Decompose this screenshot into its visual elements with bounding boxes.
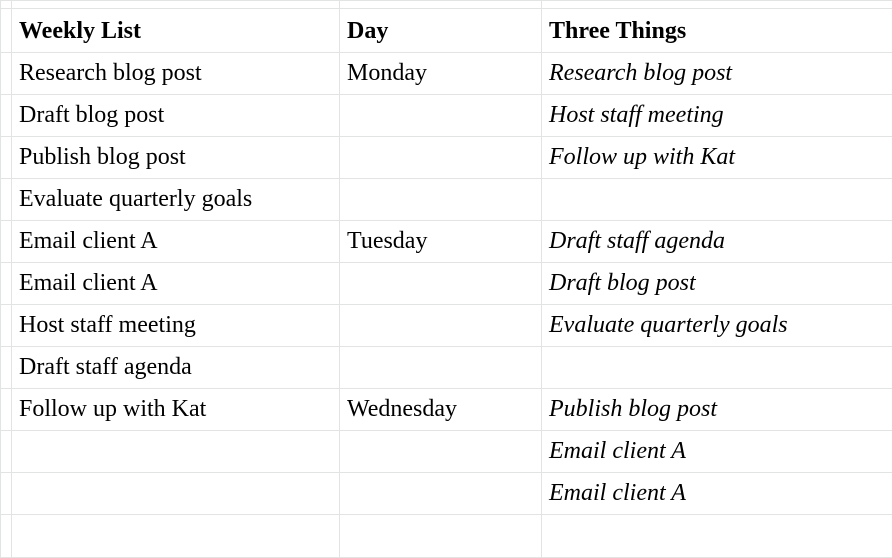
cell[interactable] (340, 1, 542, 9)
day-cell[interactable] (340, 473, 542, 515)
weekly-list-cell[interactable]: Follow up with Kat (12, 389, 340, 431)
day-cell[interactable] (340, 95, 542, 137)
day-cell[interactable] (340, 431, 542, 473)
header-weekly-list[interactable]: Weekly List (12, 9, 340, 53)
table-row (1, 347, 892, 389)
cell[interactable] (1, 515, 12, 558)
day-cell[interactable] (340, 347, 542, 389)
cell[interactable] (1, 473, 12, 515)
day-cell[interactable] (340, 305, 542, 347)
day-cell[interactable]: Tuesday (340, 221, 542, 263)
weekly-list-cell[interactable]: Email client A (12, 263, 340, 305)
partial-top-row (1, 1, 892, 9)
cell[interactable] (1, 431, 12, 473)
cell[interactable] (1, 389, 12, 431)
table-row (1, 431, 892, 473)
day-cell[interactable] (340, 179, 542, 221)
weekly-list-cell[interactable]: Publish blog post (12, 137, 340, 179)
weekly-list-cell[interactable]: Host staff meeting (12, 305, 340, 347)
three-things-cell[interactable]: Draft staff agenda (542, 221, 892, 263)
day-cell[interactable] (340, 515, 542, 558)
cell[interactable] (542, 1, 892, 9)
three-things-cell[interactable]: Research blog post (542, 53, 892, 95)
three-things-cell[interactable]: Host staff meeting (542, 95, 892, 137)
table-row (1, 221, 892, 263)
weekly-list-cell[interactable] (12, 515, 340, 558)
table-row (1, 473, 892, 515)
cell[interactable] (1, 95, 12, 137)
weekly-list-cell[interactable] (12, 473, 340, 515)
table-row (1, 515, 892, 558)
cell[interactable] (1, 221, 12, 263)
cell[interactable] (12, 1, 340, 9)
day-cell[interactable]: Wednesday (340, 389, 542, 431)
three-things-cell[interactable] (542, 179, 892, 221)
three-things-cell[interactable]: Email client A (542, 473, 892, 515)
cell[interactable] (1, 137, 12, 179)
three-things-cell[interactable]: Publish blog post (542, 389, 892, 431)
cell[interactable] (1, 1, 12, 9)
weekly-list-cell[interactable] (12, 431, 340, 473)
cell[interactable] (1, 305, 12, 347)
three-things-cell[interactable] (542, 515, 892, 558)
table-row (1, 263, 892, 305)
table-row (1, 95, 892, 137)
three-things-cell[interactable] (542, 347, 892, 389)
weekly-list-cell[interactable]: Draft staff agenda (12, 347, 340, 389)
three-things-cell[interactable]: Draft blog post (542, 263, 892, 305)
header-three-things[interactable]: Three Things (542, 9, 892, 53)
table-row (1, 305, 892, 347)
weekly-list-cell[interactable]: Research blog post (12, 53, 340, 95)
header-row (1, 9, 892, 53)
cell[interactable] (1, 179, 12, 221)
day-cell[interactable] (340, 263, 542, 305)
weekly-list-cell[interactable]: Evaluate quarterly goals (12, 179, 340, 221)
cell[interactable] (1, 347, 12, 389)
table-row (1, 179, 892, 221)
three-things-cell[interactable]: Email client A (542, 431, 892, 473)
table-row (1, 389, 892, 431)
weekly-list-cell[interactable]: Draft blog post (12, 95, 340, 137)
three-things-cell[interactable]: Evaluate quarterly goals (542, 305, 892, 347)
table-row (1, 137, 892, 179)
cell[interactable] (1, 263, 12, 305)
cell[interactable] (1, 9, 12, 53)
day-cell[interactable] (340, 137, 542, 179)
header-day[interactable]: Day (340, 9, 542, 53)
table-row (1, 53, 892, 95)
three-things-cell[interactable]: Follow up with Kat (542, 137, 892, 179)
weekly-list-cell[interactable]: Email client A (12, 221, 340, 263)
cell[interactable] (1, 53, 12, 95)
day-cell[interactable]: Monday (340, 53, 542, 95)
